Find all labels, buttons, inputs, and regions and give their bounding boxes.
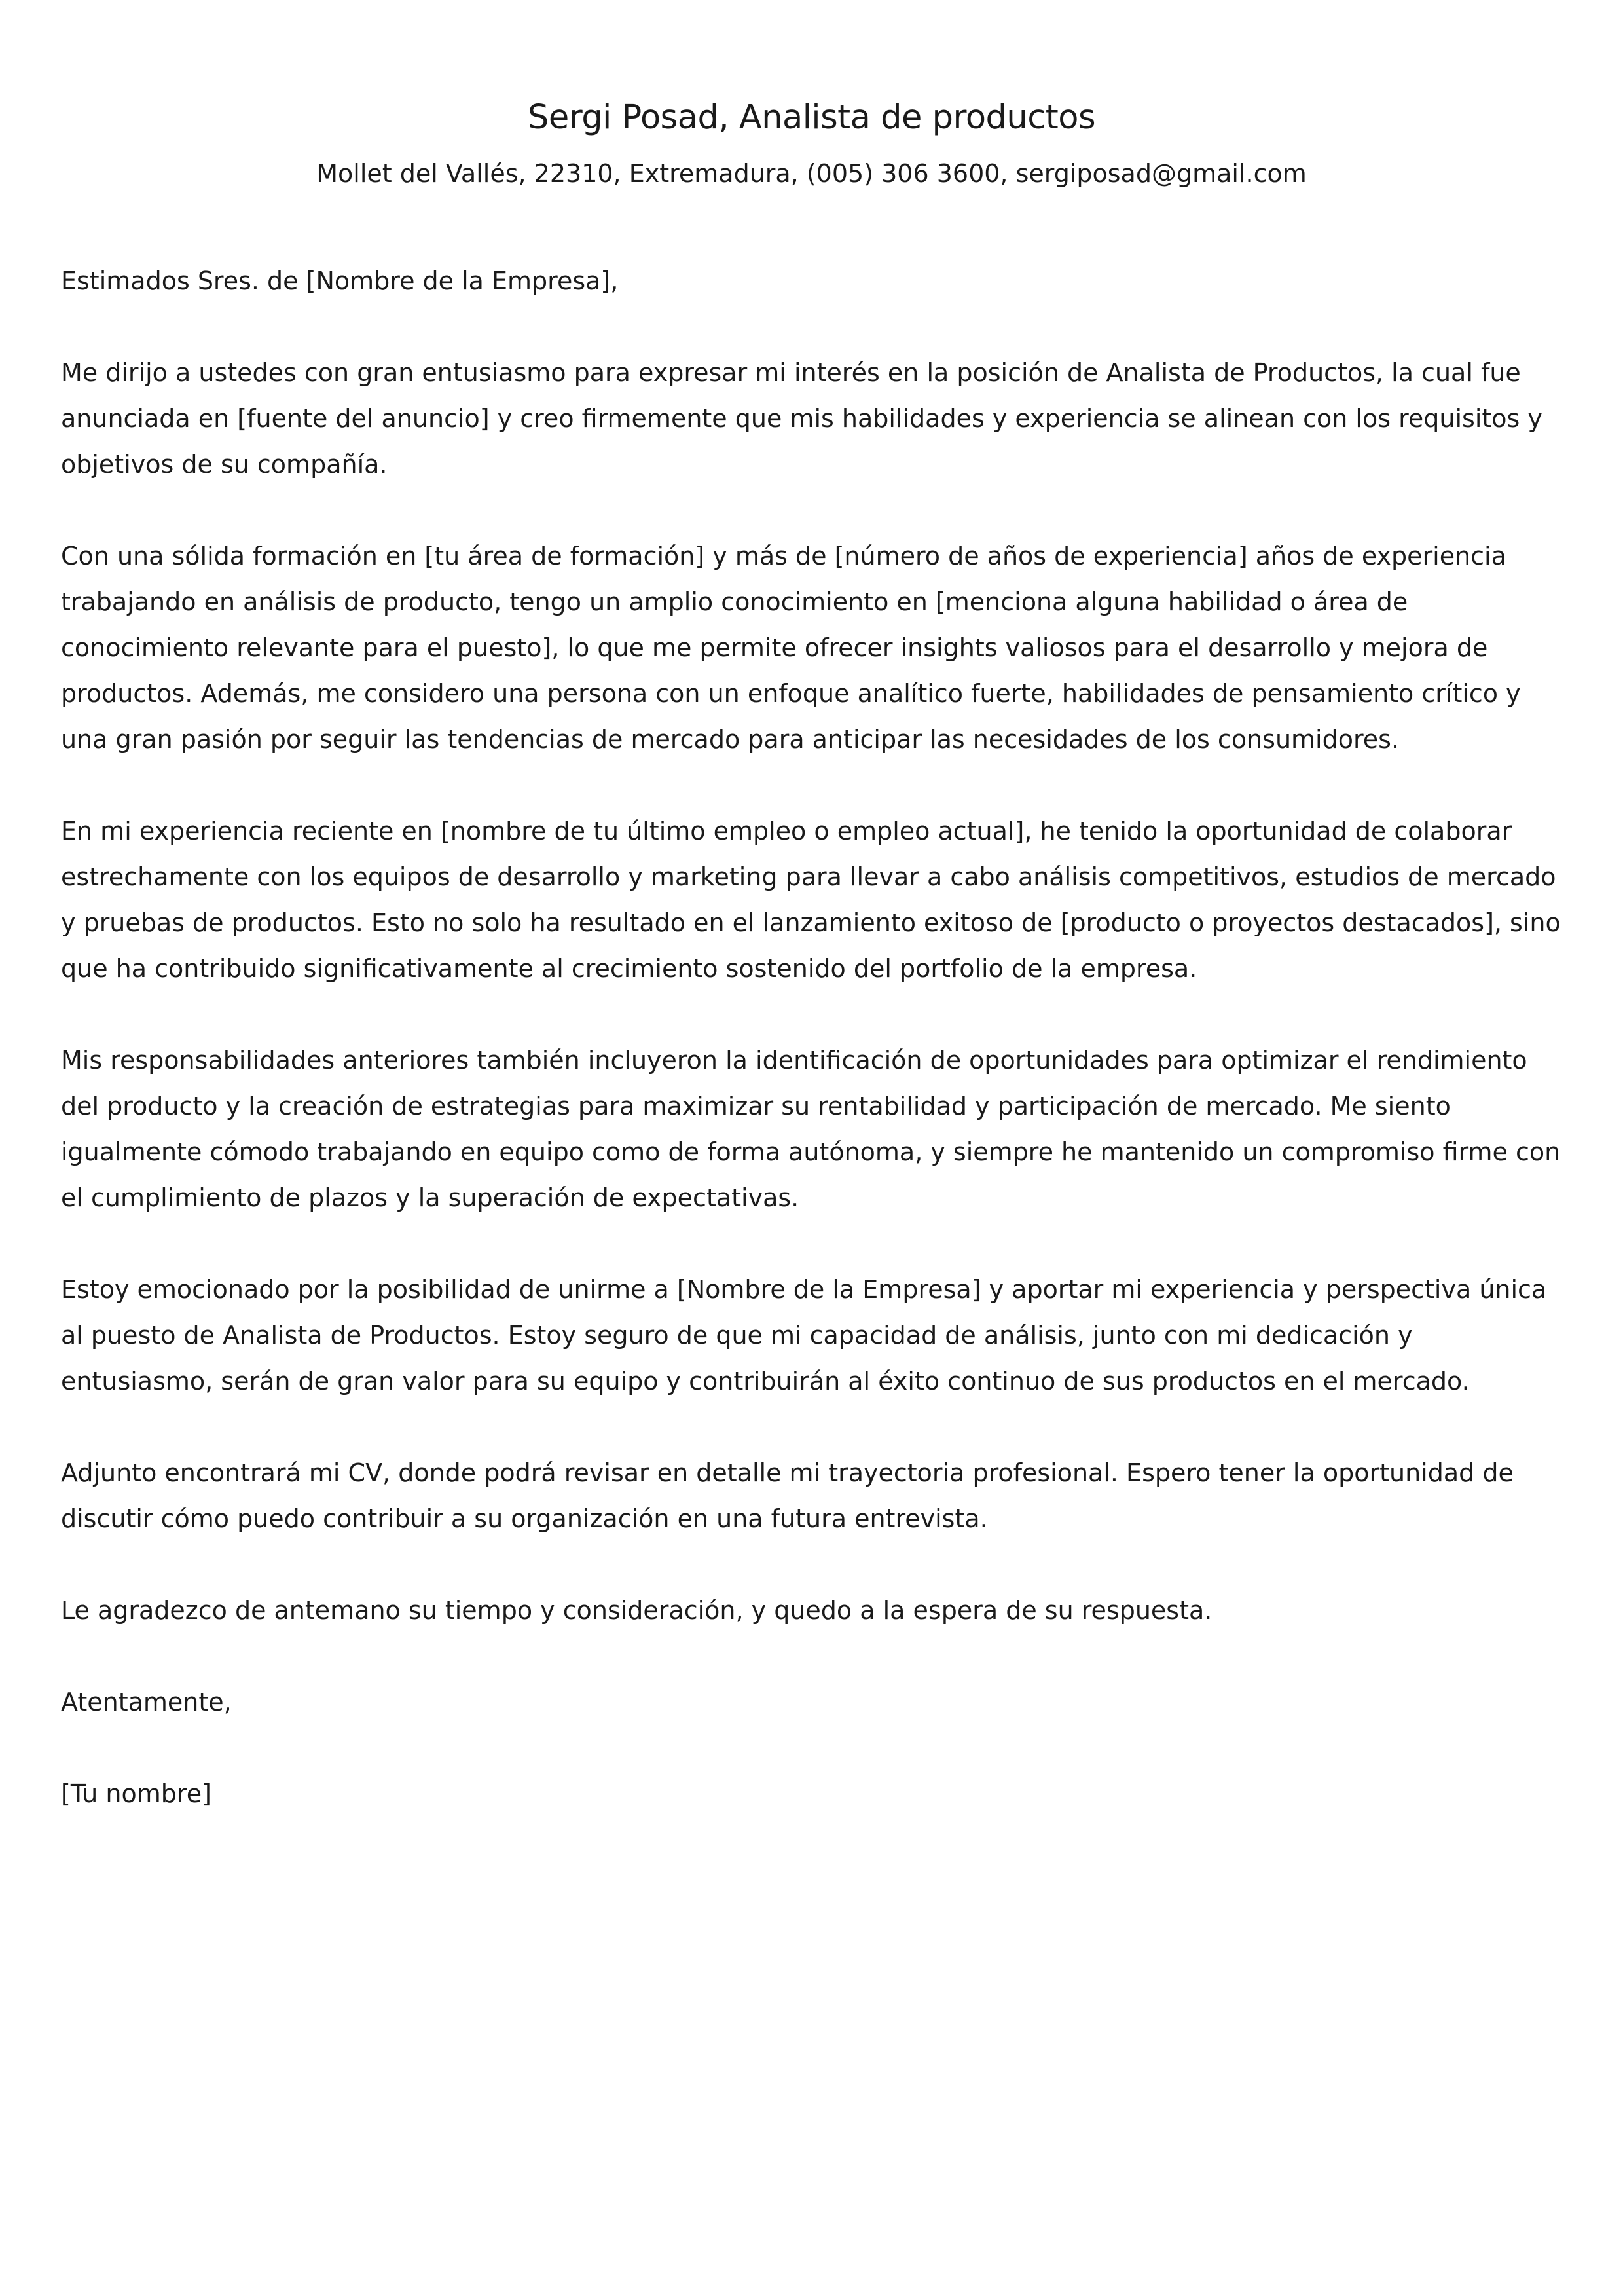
paragraph: Adjunto encontrará mi CV, donde podrá revisar en detalle mi trayectoria profesional. Espero tener la oportunidad de discutir cómo puedo contribuir a su organización en una futura entrevista.: [61, 1458, 1514, 1533]
signature: [Tu nombre]: [61, 1779, 211, 1808]
salutation: Estimados Sres. de [Nombre de la Empresa],: [61, 267, 619, 295]
paragraph: Mis responsabilidades anteriores también incluyeron la identificación de oportunidades para optimizar el rendimiento del producto y la creación de estrategias para maximizar su rentabilidad y participación de mercado. Me siento igualmente cómodo trabajando en equipo como de forma autónoma, y siempre he mantenido un compromiso firme con el cumplimiento de plazos y la superación de expectativas.: [61, 1046, 1561, 1212]
paragraph: Estoy emocionado por la posibilidad de unirme a [Nombre de la Empresa] y aportar mi experiencia y perspectiva única al puesto de Analista de Productos. Estoy seguro de que mi capacidad de análisis, junto con mi dedicación y entusiasmo, serán de gran valor para su equipo y contribuirán al éxito continuo de sus productos en el mercado.: [61, 1275, 1547, 1396]
paragraph: En mi experiencia reciente en [nombre de tu último empleo o empleo actual], he tenido la oportunidad de colaborar estrechamente con los equipos de desarrollo y marketing para llevar a cabo análisis competitivos, estudios de mercado y pruebas de productos. Esto no solo ha resultado en el lanzamiento exitoso de [producto o proyectos destacados], sino que ha contribuido significativamente al crecimiento sostenido del portfolio de la empresa.: [61, 817, 1561, 983]
paragraph: Con una sólida formación en [tu área de formación] y más de [número de años de experiencia] años de experiencia trabajando en análisis de producto, tengo un amplio conocimiento en [menciona alguna habilidad o área de conocimiento relevante para el puesto], lo que me permite ofrecer insights valiosos para el desarrollo y mejora de productos. Además, me considero una persona con un enfoque analítico fuerte, habilidades de pensamiento crítico y una gran pasión por seguir las tendencias de mercado para anticipar las necesidades de los consumidores.: [61, 542, 1521, 754]
closing: Atentamente,: [61, 1688, 232, 1716]
paragraph: Le agradezco de antemano su tiempo y consideración, y quedo a la espera de su respuesta.: [61, 1596, 1213, 1625]
sender-contact-line: Mollet del Vallés, 22310, Extremadura, (005) 306 3600, sergiposad@gmail.com: [316, 159, 1307, 188]
sender-name-title: Sergi Posad, Analista de productos: [527, 98, 1096, 137]
letter-header: [61, 92, 1562, 195]
paragraph: Me dirijo a ustedes con gran entusiasmo para expresar mi interés en la posición de Analista de Productos, la cual fue anunciada en [fuente del anuncio] y creo firmemente que mis habilidades y experiencia se alinean con los requisitos y objetivos de su compañía.: [61, 358, 1542, 479]
letter-body: [61, 258, 1562, 1817]
